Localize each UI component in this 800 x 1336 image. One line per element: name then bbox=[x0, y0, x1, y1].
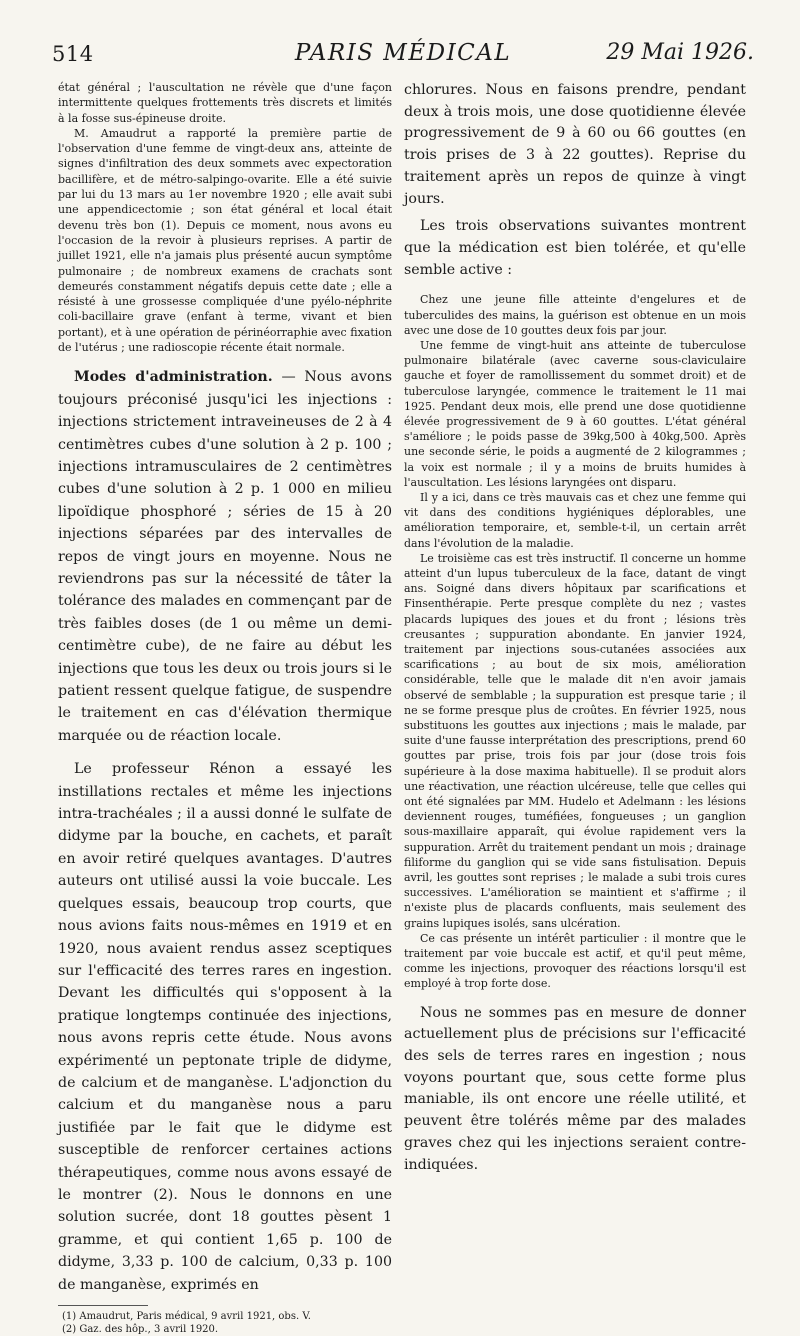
left-paragraph-2: M. Amaudrut a rapporté la première partie de l'observation d'une femme de vingt-deux ans, atteinte de signes d'infiltration des deux sommets avec expectoration bacillifère, et de métro-salpingo-ovarite. Elle a été suivie par lui du 13 mars au 1er novembre 1920 ; elle avait subi une appendicectomie ; son état général et local était devenu très bon (1). Depuis ce moment, nous avons eu l'occasion de la revoir à plusieurs reprises. A partir de juillet 1921, elle n'a jamais plus présenté aucun symptôme pulmonaire ; de nombreux examens de crachats sont demeurés constamment négatifs depuis cette date ; elle a résisté à une grossesse compliquée d'une pyélo-néphrite coli-bacillaire grave (enfant à terme, vivant et bien portant), et à une opération de périnéorraphie avec fixation de l'utérus ; une radioscopie récente était normale. bbox=[58, 126, 392, 355]
footnote-2: (2) Gaz. des hôp., 3 avril 1920. bbox=[62, 1324, 219, 1335]
page-number: 514 bbox=[52, 42, 94, 66]
footnote-divider bbox=[58, 1305, 148, 1306]
left-paragraph-3-text: — Nous avons toujours préconisé jusqu'ici les injections : injections strictement intraveineuses de 2 à 4 centimètres cubes d'une solution à 2 p. 100 ; injections intramusculaires de 2 centimètres cubes d'une solution à 2 p. 1 000 en milieu lipoïdique phosphoré ; séries de 15 à 20 injections séparées par des intervalles de repos de vingt jours en moyenne. Nous ne reviendrons pas sur la nécessité de tâter la tolérance des malades en commençant par de très faibles doses (de 1 ou même un demi-centimètre cube), de ne faire au début les injections que tous les deux ou trois jours si le patient ressent quelque fatigue, de suspendre le traitement en cas d'élévation thermique marquée ou de réaction locale. bbox=[58, 369, 392, 744]
right-paragraph-4: Une femme de vingt-huit ans atteinte de tuberculose pulmonaire bilatérale (avec caverne sous-claviculaire gauche et foyer de ramollissement du sommet droit) et de tuberculose laryngée, commence le traitement le 11 mai 1925. Pendant deux mois, elle prend une dose quotidienne élevée progressivement de 9 à 60 gouttes. L'état général s'améliore ; le poids passe de 39kg,500 à 40kg,500. Après une seconde série, le poids a augmenté de 2 kilogrammes ; la voix est normale ; il y a moins de bruits humides à l'auscultation. Les lésions laryngées ont disparu. bbox=[404, 338, 746, 489]
section-heading: Modes d'administration. bbox=[74, 369, 273, 386]
right-paragraph-7: Ce cas présente un intérêt particulier : il montre que le traitement par voie buccale est actif, et qu'il peut même, comme les injections, provoquer des réactions lorsqu'il est employé à trop forte dose. bbox=[404, 931, 746, 991]
running-header bbox=[52, 38, 754, 68]
journal-title: PARIS MÉDICAL bbox=[294, 40, 512, 66]
right-paragraph-8: Nous ne sommes pas en mesure de donner actuellement plus de précisions sur l'efficacité des sels de terres rares en ingestion ; nous voyons pourtant que, sous cette forme plus maniable, ils ont encore une réelle utilité, et peuvent être tolérés même par des malades graves chez qui les injections seraient contre-indiquées. bbox=[404, 1004, 746, 1173]
right-paragraph-5: Il y a ici, dans ce très mauvais cas et chez une femme qui vit dans des conditions hygiéniques déplorables, une amélioration temporaire, et, semble-t-il, un certain arrêt dans l'évolution de la maladie. bbox=[404, 490, 746, 550]
left-paragraph-1: état général ; l'auscultation ne révèle que d'une façon intermittente quelques frottements très discrets et limités à la fosse sus-épineuse droite. bbox=[58, 81, 392, 125]
right-column bbox=[404, 80, 746, 1176]
footnote-1: (1) Amaudrut, Paris médical, 9 avril 1921, obs. V. bbox=[62, 1311, 311, 1322]
right-paragraph-3: Chez une jeune fille atteinte d'engelures et de tuberculides des mains, la guérison est obtenue en un mois avec une dose de 10 gouttes deux fois par jour. bbox=[404, 293, 746, 337]
left-paragraph-3 bbox=[58, 366, 392, 747]
issue-date: 29 Mai 1926. bbox=[606, 40, 754, 65]
right-paragraph-6: Le troisième cas est très instructif. Il concerne un homme atteint d'un lupus tuberculeux de la face, datant de vingt ans. Soigné dans divers hôpitaux par scarifications et Finsenthérapie. Perte presque complète du nez ; vastes placards lupiques des joues et du front ; lésions très creusantes ; suppuration abondante. En janvier 1924, traitement par injections sous-cutanées associées aux scarifications ; au bout de six mois, amélioration considérable, telle que le malade dit n'en avoir jamais observé de semblable ; la suppuration est presque tarie ; il ne se forme presque plus de croûtes. En février 1925, nous substituons les gouttes aux injections ; mais le malade, par suite d'une fausse interprétation des prescriptions, prend 60 gouttes par prise, trois fois par jour (dose trois fois supérieure à la dose maxima habituelle). Il se produit alors une réactivation, une réaction ulcéreuse, telle que celles qui ont été signalées par MM. Hudelo et Adelmann : les lésions deviennent rouges, tuméfiées, fongueuses ; un ganglion sous-maxillaire apparaît, qui évolue rapidement vers la suppuration. Arrêt du traitement pendant un mois ; drainage filiforme du ganglion qui se vide sans fistulisation. Depuis avril, les gouttes sont reprises ; le malade a subi trois cures successives. L'amélioration se maintient et s'affirme ; il n'existe plus de placards confluents, mais seulement des grains lupiques isolés, sans ulcération. bbox=[404, 551, 746, 930]
left-column bbox=[58, 80, 392, 1336]
left-paragraph-4: Le professeur Rénon a essayé les instillations rectales et même les injections intra-trachéales ; il a aussi donné le sulfate de didyme par la bouche, en cachets, et paraît en avoir retiré quelques avantages. D'autres auteurs ont utilisé aussi la voie buccale. Les quelques essais, beaucoup trop courts, que nous avions faits nous-mêmes en 1919 et en 1920, nous avaient rendus assez sceptiques sur l'efficacité des terres rares en ingestion. Devant les difficultés qui s'opposent à la pratique longtemps continuée des injections, nous avons repris cette étude. Nous avons expérimenté un peptonate triple de didyme, de calcium et de manganèse. L'adjonction du calcium et du manganèse nous a paru justifiée par le fait que le didyme est susceptible de renforcer certaines actions thérapeutiques, comme nous avons essayé de le montrer (2). Nous le donnons en une solution sucrée, dont 18 gouttes pèsent 1 gramme, et qui contient 1,65 p. 100 de didyme, 3,33 p. 100 de calcium, 0,33 p. 100 de manganèse, exprimés en bbox=[58, 761, 392, 1293]
right-paragraph-1: chlorures. Nous en faisons prendre, pendant deux à trois mois, une dose quotidienne élevée progressivement de 9 à 60 ou 66 gouttes (en trois prises de 3 à 22 gouttes). Reprise du traitement après un repos de quinze à vingt jours. bbox=[404, 82, 746, 207]
right-paragraph-2: Les trois observations suivantes montrent que la médication est bien tolérée, et qu'elle semble active : bbox=[404, 218, 746, 278]
